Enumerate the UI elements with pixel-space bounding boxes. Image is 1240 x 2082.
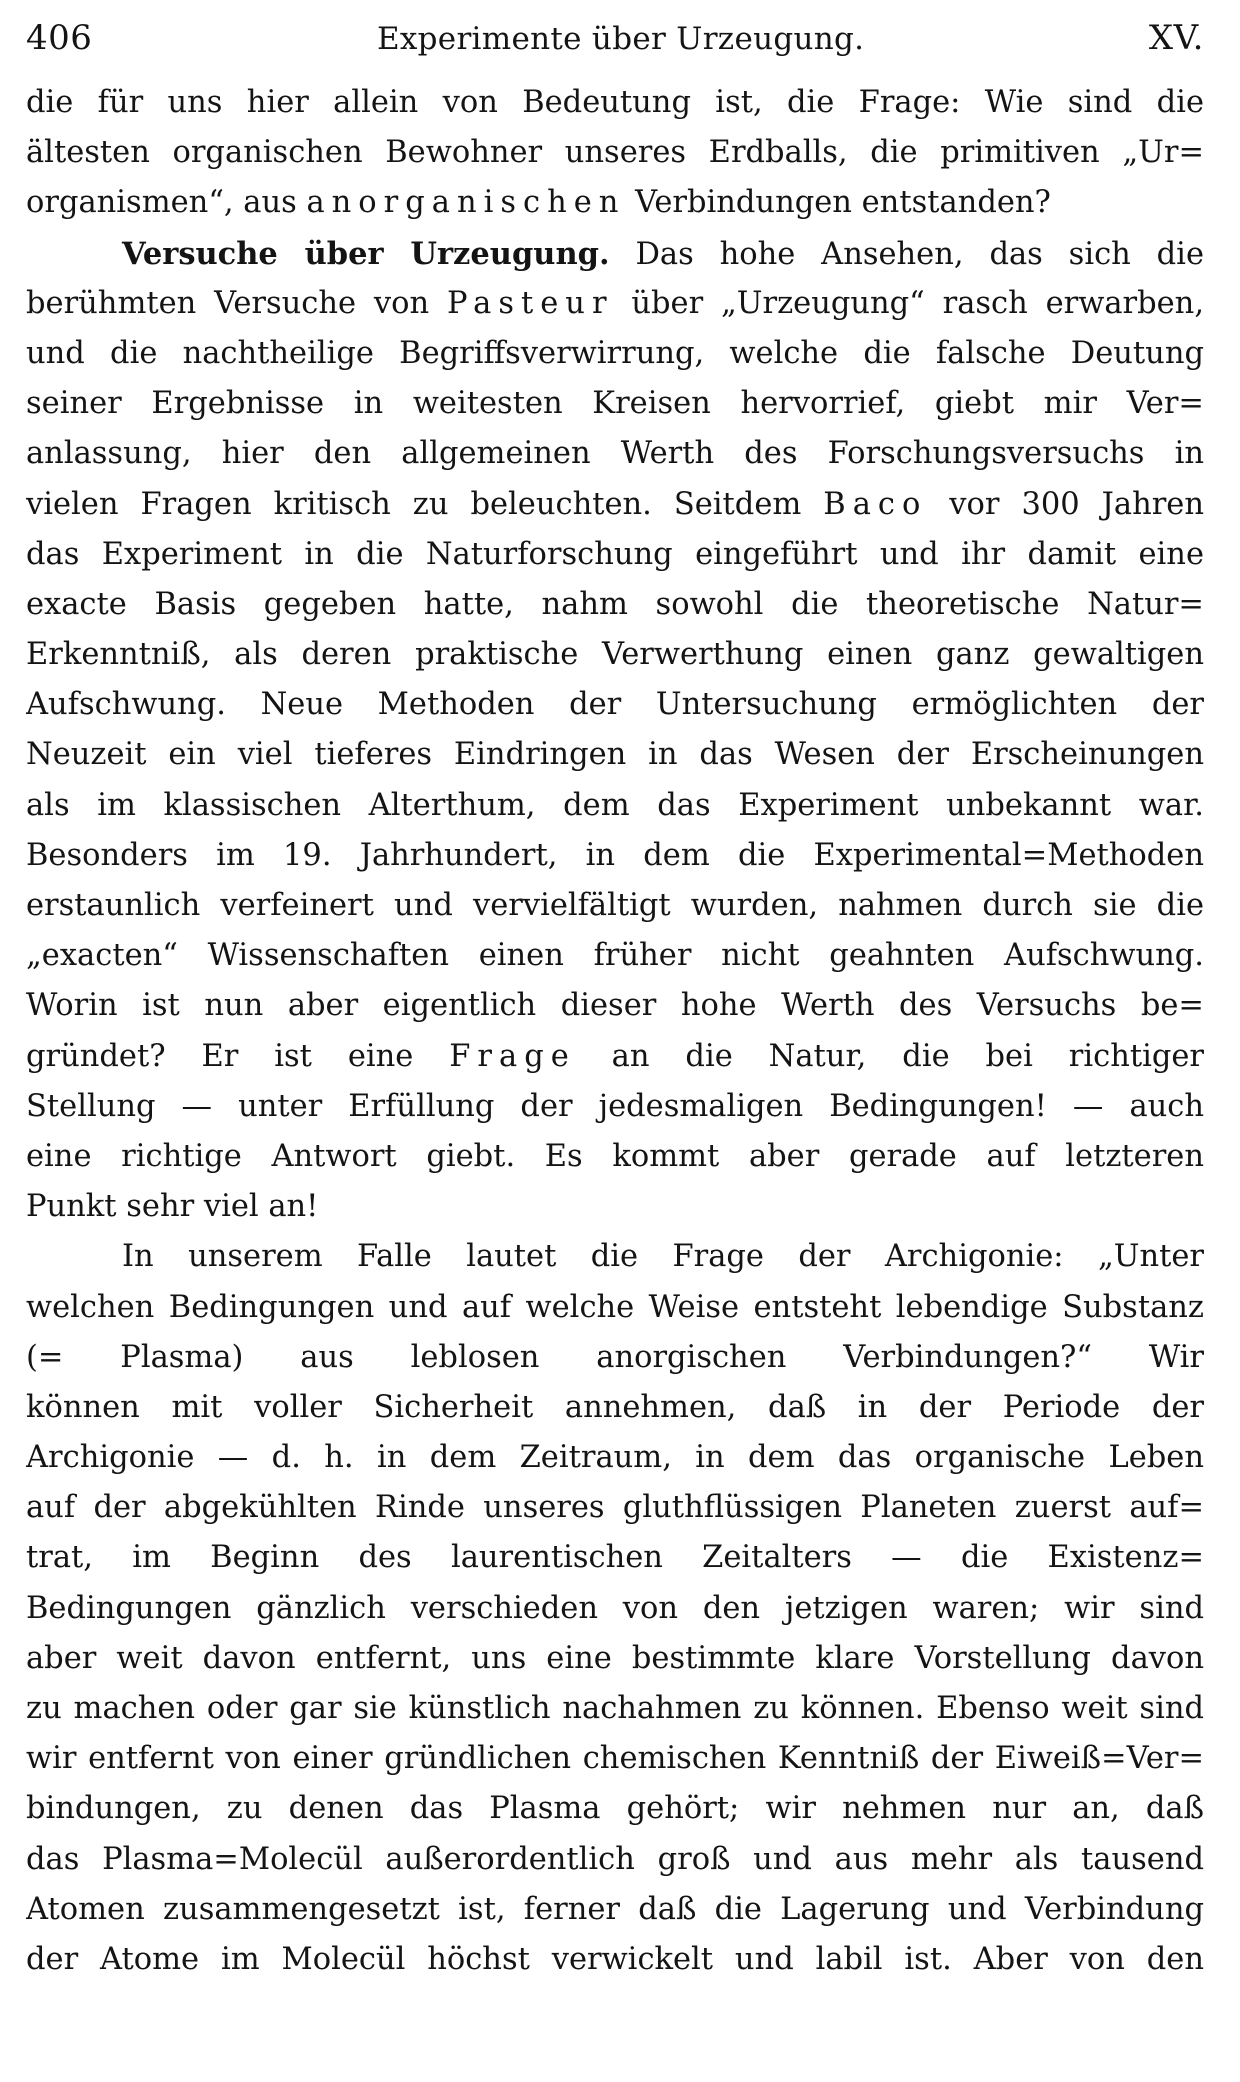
page-number: 406 — [26, 18, 93, 58]
text-line: Worin ist nun aber eigentlich dieser hohe Werth des Versuchs be= — [26, 988, 1204, 1024]
text-line: als im klassischen Alterthum, dem das Experiment unbekannt war. — [26, 787, 1204, 823]
text-line: Bedingungen gänzlich verschieden von den jetzigen waren; wir sind — [26, 1590, 1204, 1626]
text-line: der Atome im Molecül höchst verwickelt und labil ist. Aber von den — [26, 1941, 1204, 1977]
text-line: das Experiment in die Naturforschung eingeführt und ihr damit eine — [26, 536, 1204, 572]
text-line: In unserem Falle lautet die Frage der Archigonie: „Unter — [122, 1239, 1204, 1275]
running-head — [26, 18, 1204, 68]
text-line: Punkt sehr viel an! — [26, 1189, 319, 1225]
section-heading: Versuche über Urzeugung. — [122, 235, 610, 272]
text-line: exacte Basis gegeben hatte, nahm sowohl die theoretische Natur= — [26, 586, 1204, 622]
text-line: anlassung, hier den allgemeinen Werth des Forschungsversuchs in — [26, 436, 1204, 472]
emphasized-word: anorganischen — [306, 185, 626, 221]
text-line: erstaunlich verfeinert und vervielfältigt wurden, nahmen durch sie die — [26, 888, 1204, 923]
text-line: Besonders im 19. Jahrhundert, in dem die Experimental=Methoden — [26, 837, 1204, 873]
text-line: „exacten“ Wissenschaften einen früher nicht geahnten Aufschwung. — [26, 938, 1204, 974]
text-line: zu machen oder gar sie künstlich nachahmen zu können. Ebenso weit sind — [26, 1691, 1204, 1726]
emphasized-word: Frage — [449, 1038, 576, 1074]
text-line: berühmten Versuche von Pasteur über „Urzeugung“ rasch erwarben, — [26, 285, 1204, 321]
text-line: auf der abgekühlten Rinde unseres gluthflüssigen Planeten zuerst auf= — [26, 1490, 1204, 1526]
text-line: Erkenntniß, als deren praktische Verwerthung einen ganz gewaltigen — [26, 637, 1204, 673]
running-title: Experimente über Urzeugung. — [376, 21, 865, 57]
text-line: bindungen, zu denen das Plasma gehört; wir nehmen nur an, daß — [26, 1791, 1204, 1827]
text-line: eine richtige Antwort giebt. Es kommt aber gerade auf letzteren — [26, 1138, 1204, 1174]
chapter-number: XV. — [1148, 18, 1204, 58]
text-line: können mit voller Sicherheit annehmen, daß in der Periode der — [26, 1389, 1204, 1425]
text-line: trat, im Beginn des laurentischen Zeitalters — die Existenz= — [26, 1540, 1204, 1576]
text-line: organismen“, aus anorganischen Verbindungen entstanden? — [26, 185, 1051, 221]
text-line: aber weit davon entfernt, uns eine bestimmte klare Vorstellung davon — [26, 1640, 1204, 1676]
text-line: seiner Ergebnisse in weitesten Kreisen hervorrief, giebt mir Ver= — [26, 386, 1204, 422]
text-line: Neuzeit ein viel tieferes Eindringen in das Wesen der Erscheinungen — [26, 737, 1204, 773]
text-line: Aufschwung. Neue Methoden der Untersuchung ermöglichten der — [26, 687, 1204, 723]
text-line: vielen Fragen kritisch zu beleuchten. Seitdem Baco vor 300 Jahren — [26, 486, 1204, 522]
text-line: die für uns hier allein von Bedeutung ist, die Frage: Wie sind die — [26, 85, 1204, 120]
body-text — [26, 78, 1204, 1985]
emphasized-word: Pasteur — [447, 285, 614, 321]
text-line: (= Plasma) aus leblosen anorgischen Verbindungen?“ Wir — [26, 1339, 1204, 1375]
text-line: welchen Bedingungen und auf welche Weise entsteht lebendige Substanz — [26, 1289, 1204, 1325]
text-line: Versuche über Urzeugung. Das hohe Ansehen, das sich die — [122, 235, 1204, 272]
text-line: Stellung — unter Erfüllung der jedesmaligen Bedingungen! — auch — [26, 1088, 1204, 1124]
text-line: Atomen zusammengesetzt ist, ferner daß die Lagerung und Verbindung — [26, 1891, 1204, 1927]
text-line: wir entfernt von einer gründlichen chemischen Kenntniß der Eiweiß=Ver= — [26, 1741, 1204, 1777]
text-line: und die nachtheilige Begriffsverwirrung, welche die falsche Deutung — [26, 335, 1204, 371]
emphasized-word: Baco — [823, 486, 928, 522]
text-line: ältesten organischen Bewohner unseres Erdballs, die primitiven „Ur= — [26, 135, 1204, 171]
text-line: das Plasma=Molecül außerordentlich groß und aus mehr als tausend — [26, 1841, 1204, 1877]
text-line: gründet? Er ist eine Frage an die Natur, die bei richtiger — [26, 1038, 1204, 1074]
text-line: Archigonie — d. h. in dem Zeitraum, in dem das organische Leben — [26, 1440, 1204, 1476]
